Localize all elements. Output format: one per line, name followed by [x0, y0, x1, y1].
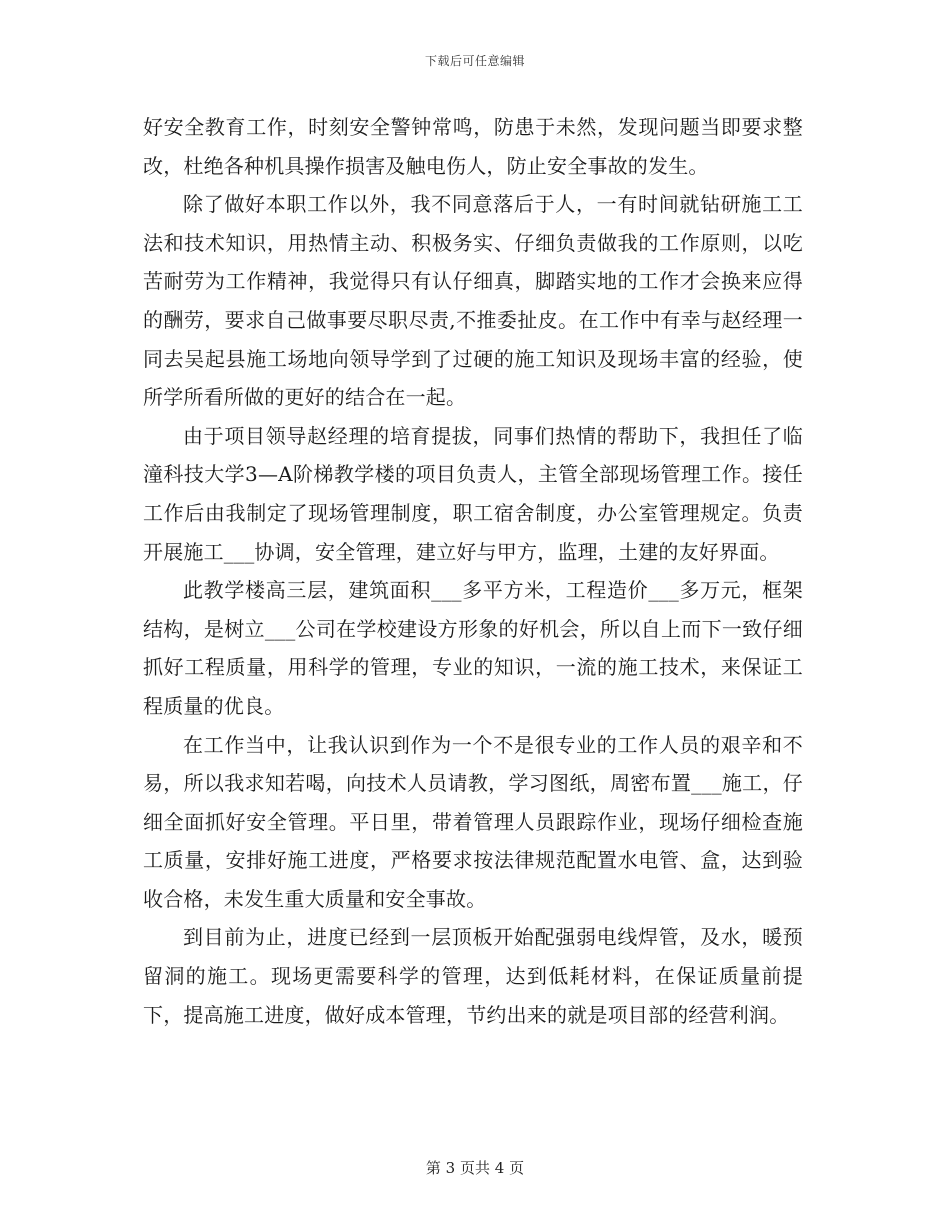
paragraph: 除了做好本职工作以外，我不同意落后于人，一有时间就钻研施工工法和技术知识，用热情主动、积极务实、仔细负责做我的工作原则，以吃苦耐劳为工作精神，我觉得只有认仔细真，脚踏实地的工作才会换来应得的酬劳，要求自己做事要尽职尽责,不推委扯皮。在工作中有幸与赵经理一同去吴起县施工场地向领导学到了过硬的施工知识及现场丰富的经验，使所学所看所做的更好的结合在一起。 [143, 192, 803, 410]
paragraph: 由于项目领导赵经理的培育提拔，同事们热情的帮助下，我担任了临潼科技大学3—A阶梯教学楼的项目负责人，主管全部现场管理工作。接任工作后由我制定了现场管理制度，职工宿舍制度，办公室管理规定。负责开展施工___协调，安全管理，建立好与甲方，监理，土建的友好界面。 [143, 423, 803, 564]
paragraph: 此教学楼高三层，建筑面积___多平方米，工程造价___多万元，框架结构，是树立___公司在学校建设方形象的好机会，所以自上而下一致仔细抓好工程质量，用科学的管理，专业的知识，一流的施工技术，来保证工程质量的优良。 [143, 578, 803, 718]
page-header: 下载后可任意编辑 [424, 54, 525, 68]
paragraph-continued: 好安全教育工作，时刻安全警钟常鸣，防患于未然，发现问题当即要求整改，杜绝各种机具操作损害及触电伤人，防止安全事故的发生。 [143, 115, 803, 178]
paragraph: 在工作当中，让我认识到作为一个不是很专业的工作人员的艰辛和不易，所以我求知若喝，向技术人员请教，学习图纸，周密布置___施工，仔细全面抓好安全管理。平日里，带着管理人员跟踪作业，现场仔细检查施工质量，安排好施工进度，严格要求按法律规范配置水电管、盒，达到验收合格，未发生重大质量和安全事故。 [143, 732, 803, 911]
page-number: 第 3 页共 4 页 [425, 1159, 525, 1177]
paragraph: 到目前为止，进度已经到一层顶板开始配强弱电线焊管，及水，暖预留洞的施工。现场更需要科学的管理，达到低耗材料，在保证质量前提下，提高施工进度，做好成本管理，节约出来的就是项目部的经营利润。 [143, 925, 803, 1027]
document-body [143, 108, 803, 1034]
